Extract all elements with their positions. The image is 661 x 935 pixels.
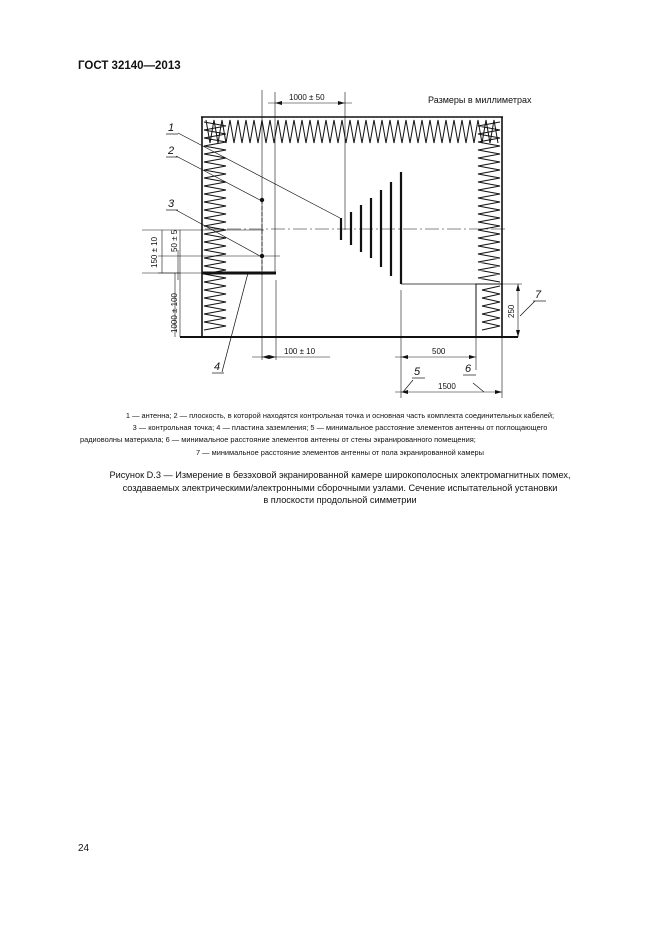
callout-3: 3 bbox=[168, 198, 175, 210]
legend-line-3: радиоволны материала; 6 — минимальное расстояние элементов антенны от стены экранированного помещения; bbox=[80, 435, 476, 445]
antenna-elements bbox=[341, 172, 401, 284]
callout-5: 5 bbox=[414, 366, 421, 378]
document-standard-header: ГОСТ 32140—2013 bbox=[78, 60, 181, 72]
dim-bottom-500: 500 bbox=[432, 347, 446, 356]
dim-left-1000: 1000 ± 100 bbox=[170, 293, 179, 333]
callout-1: 1 bbox=[168, 122, 175, 134]
callout-4: 4 bbox=[214, 361, 221, 373]
dim-bottom-100: 100 ± 10 bbox=[284, 347, 316, 356]
dim-right-250: 250 bbox=[507, 304, 516, 318]
cable-point bbox=[260, 198, 264, 202]
figure-caption bbox=[80, 469, 600, 507]
figure-legend bbox=[80, 410, 600, 459]
caption-line-1: Рисунок D.3 — Измерение в безэховой экранированной камере широкополосных электромагнитных помех, bbox=[109, 470, 571, 480]
absorber-ceiling bbox=[206, 120, 498, 143]
callout-2: 2 bbox=[168, 145, 175, 157]
test-setup-diagram bbox=[0, 0, 661, 400]
callout-6: 6 bbox=[465, 363, 472, 375]
caption-line-2: создаваемых электрическими/электронными сборочными узлами. Сечение испытательной установки bbox=[122, 482, 558, 493]
dim-left-150: 150 ± 10 bbox=[150, 236, 159, 268]
legend-line-2: 3 — контрольная точка; 4 — пластина заземления; 5 — минимальное расстояние элементов антенны от поглощающего bbox=[132, 423, 548, 433]
page-number: 24 bbox=[78, 843, 90, 854]
absorber-right-wall bbox=[478, 122, 500, 282]
dim-top-1000: 1000 ± 50 bbox=[289, 93, 325, 102]
absorber-floor-block bbox=[482, 286, 500, 330]
legend-line-4: 7 — минимальное расстояние элементов антенны от пола экранированной камеры bbox=[196, 447, 484, 457]
dim-left-50: 50 ± 5 bbox=[170, 229, 179, 252]
units-note: Размеры в миллиметрах bbox=[428, 95, 532, 105]
caption-line-3: в плоскости продольной симметрии bbox=[263, 495, 417, 505]
callout-7: 7 bbox=[535, 289, 542, 301]
dim-bottom-1500: 1500 bbox=[438, 382, 456, 391]
legend-line-1: 1 — антенна; 2 — плоскость, в которой находятся контрольная точка и основная часть комплекта соединительных кабелей; bbox=[125, 411, 555, 420]
absorber-left-wall bbox=[204, 122, 226, 330]
